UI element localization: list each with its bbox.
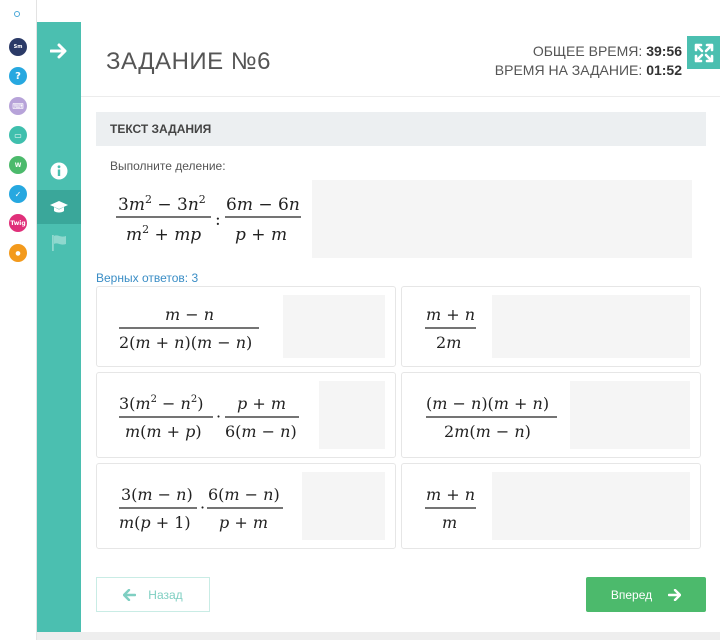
sidebar-forward-arrow[interactable] — [37, 34, 81, 68]
twig-app-icon[interactable]: Twig — [9, 214, 27, 232]
answer-option-3[interactable] — [96, 372, 396, 458]
total-time-value: 39:56 — [646, 43, 682, 59]
main-panel — [81, 22, 720, 632]
svg-text::: : — [215, 210, 221, 230]
svg-text:2(m + n)(m − n): 2(m + n)(m − n) — [119, 333, 253, 352]
svg-text:(m − n)(m + n): (m − n)(m + n) — [426, 394, 550, 413]
word-land-app-icon[interactable]: W — [9, 156, 27, 174]
task-expression-image — [108, 180, 312, 258]
svg-text:2m(m − n): 2m(m − n) — [444, 422, 531, 441]
svg-text:p + m: p + m — [237, 394, 286, 413]
svg-text:m + n: m + n — [426, 305, 476, 324]
arrow-right-icon — [50, 43, 68, 59]
answer-option-2[interactable] — [401, 286, 701, 367]
answer-option-4-formula — [412, 381, 570, 449]
svg-text:m: m — [442, 513, 458, 532]
svg-text:p + m: p + m — [219, 513, 268, 532]
arrow-right-icon — [668, 589, 681, 601]
svg-text:3(m2 − n2): $3(m^2 - n^2)$ — [119, 394, 204, 413]
svg-text:m2 + mp: $m^2$ + mp — [126, 223, 202, 245]
arrow-left-icon — [123, 589, 136, 601]
svg-text:p + m: p + m — [235, 225, 288, 245]
total-time — [495, 42, 682, 61]
answer-option-1-formula — [107, 295, 283, 358]
answer-option-6-formula — [412, 472, 492, 540]
graduation-cap-icon — [49, 200, 69, 214]
task-time-label: ВРЕМЯ НА ЗАДАНИЕ: — [494, 62, 643, 78]
page-title: ЗАДАНИЕ №6 — [106, 48, 271, 75]
svg-text:m − n: m − n — [165, 305, 215, 324]
smart-app-icon[interactable]: Sm — [9, 38, 27, 56]
task-prompt: Выполните деление: — [110, 159, 226, 173]
next-button[interactable] — [586, 577, 706, 612]
help-app-icon[interactable]: ? — [9, 67, 27, 85]
svg-text:m(p + 1): m(p + 1) — [119, 513, 191, 532]
svg-text:·: · — [216, 407, 222, 426]
fullscreen-button[interactable] — [687, 36, 720, 69]
answer-option-4[interactable] — [401, 372, 701, 458]
answer-option-3-formula — [107, 381, 319, 449]
correct-answers-count: Верных ответов: 3 — [96, 271, 199, 285]
info-icon — [50, 162, 68, 180]
expand-icon — [694, 43, 714, 63]
sidebar-lesson[interactable] — [37, 190, 81, 224]
task-expression — [108, 180, 692, 258]
sidebar-info[interactable] — [37, 154, 81, 188]
dock-top-dot — [14, 11, 20, 17]
svg-text:3m2 − 3n2: $3m^2 - 3n^2$ — [118, 193, 206, 215]
app-dock — [0, 0, 37, 640]
flag-icon — [51, 234, 67, 252]
svg-text:2m: 2m — [436, 333, 462, 352]
sidebar-flag[interactable] — [37, 226, 81, 260]
svg-text:6(m − n): 6(m − n) — [208, 485, 280, 504]
next-button-label: Вперед — [610, 587, 653, 602]
task-section-header: ТЕКСТ ЗАДАНИЯ — [96, 112, 706, 146]
timers — [495, 42, 682, 80]
task-time-value: 01:52 — [646, 62, 682, 78]
svg-text:3(m − n): 3(m − n) — [121, 485, 193, 504]
header-divider — [81, 96, 720, 97]
svg-text:6(m − n): 6(m − n) — [225, 422, 297, 441]
tablet-app-icon[interactable]: ▭ — [9, 126, 27, 144]
svg-text:6m − 6n: 6m − 6n — [226, 195, 300, 215]
svg-text:·: · — [200, 498, 206, 517]
lesson-sidebar — [37, 22, 81, 632]
answer-option-5[interactable] — [96, 463, 396, 549]
back-button[interactable] — [96, 577, 210, 612]
svg-text:m(m + p): m(m + p) — [125, 422, 202, 441]
answer-option-5-formula — [107, 472, 302, 540]
checklist-app-icon[interactable]: ✓ — [9, 185, 27, 203]
bottom-strip — [37, 632, 720, 640]
orange-app-icon[interactable]: ● — [9, 244, 27, 262]
svg-text:m + n: m + n — [426, 485, 476, 504]
total-time-label: ОБЩЕЕ ВРЕМЯ: — [532, 43, 643, 59]
answer-option-2-formula — [412, 295, 492, 358]
answer-option-6[interactable] — [401, 463, 701, 549]
task-time — [495, 61, 682, 80]
back-button-label: Назад — [148, 587, 183, 602]
keyboard-app-icon[interactable]: ⌨ — [9, 97, 27, 115]
answer-option-1[interactable] — [96, 286, 396, 367]
